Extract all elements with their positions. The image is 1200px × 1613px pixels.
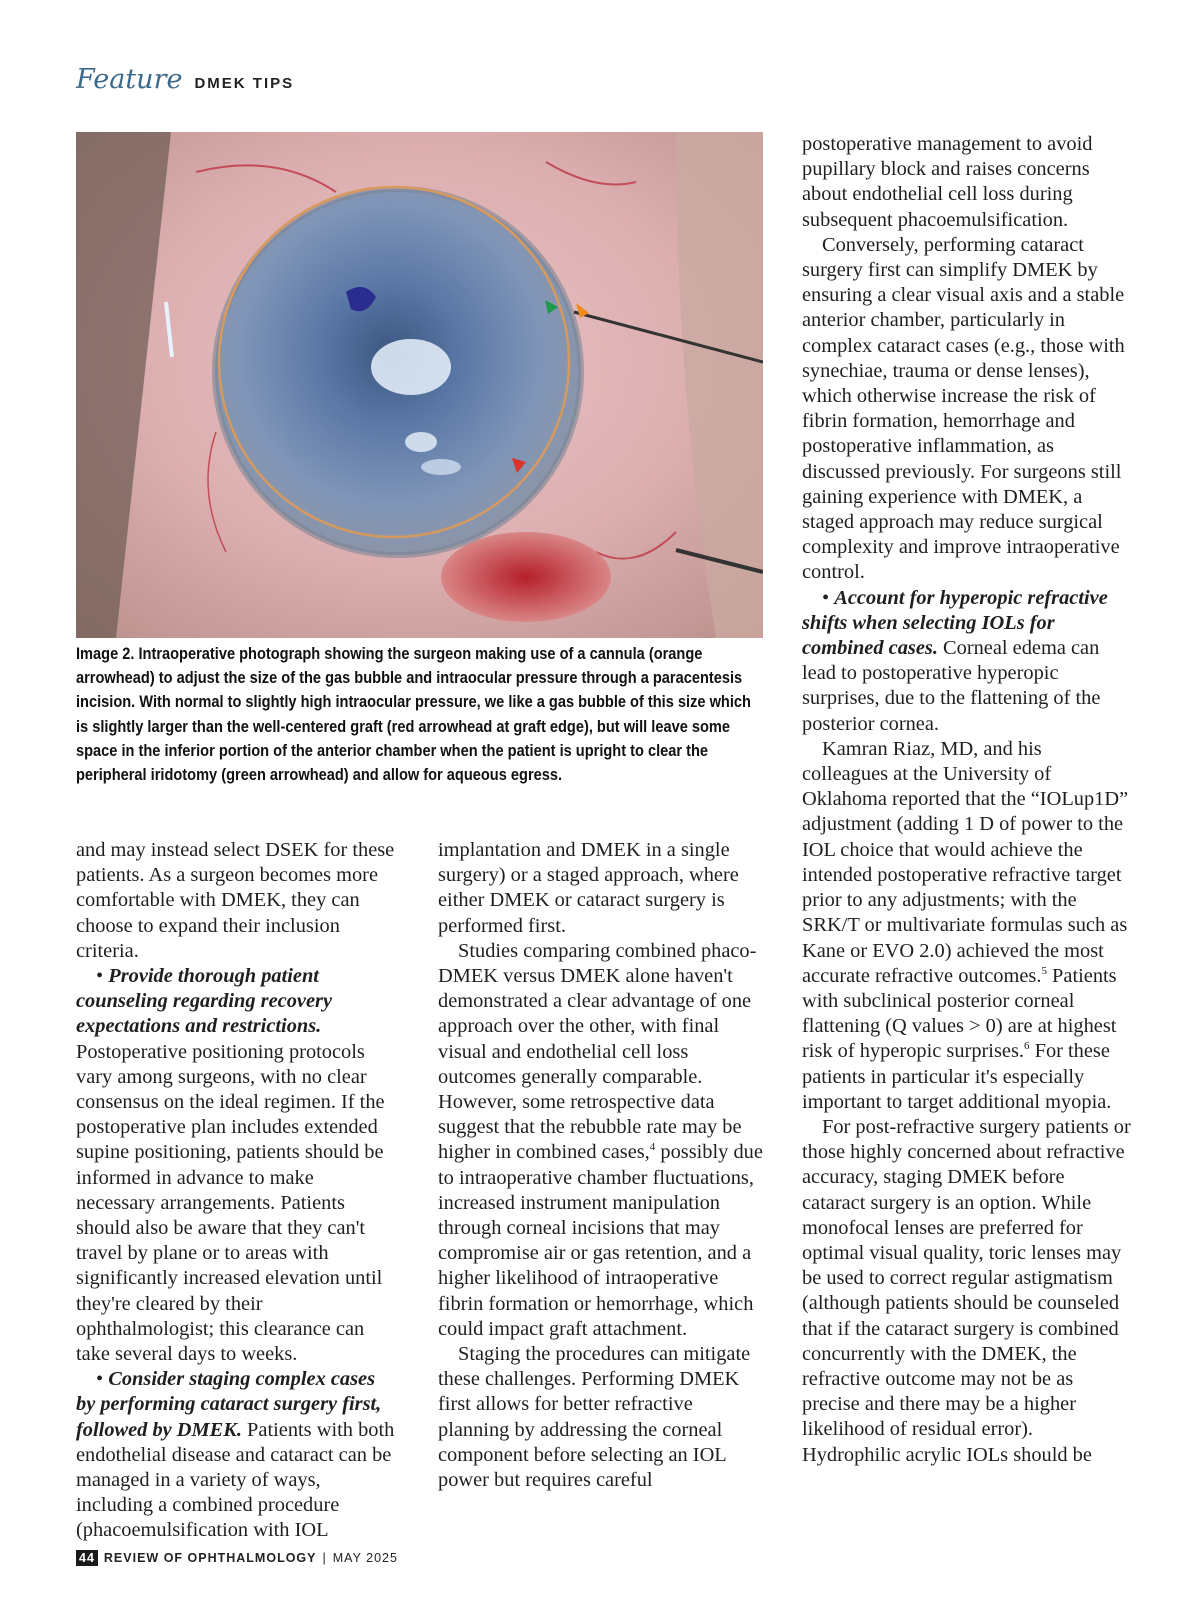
- bullet-hyperopic-shifts: [802, 586, 1132, 737]
- bullet-text: Postoperative positioning protocols vary among surgeons, with no clear consensus on the ideal regimen. If the postoperative plan includes extended supine positioning, patients should be informed in advance to make necessary arrangements. Patients should also be aware that they can't travel by plane or to areas with significantly increased elevation until they're cleared by their ophthalmologist; this clearance can take several days to weeks.: [76, 1040, 385, 1366]
- issue-date: MAY 2025: [332, 1551, 398, 1565]
- paragraph: Conversely, performing cataract surgery first can simplify DMEK by ensuring a clear visual axis and a stable anterior chamber, particularly in complex cataract cases (e.g., those with synechiae, trauma or dense lenses), which otherwise increase the risk of fibrin formation, hemorrhage and postoperative inflammation, as discussed previously. For surgeons still gaining experience with DMEK, a staged approach may reduce surgical complexity and improve intraoperative control.: [802, 233, 1125, 584]
- column-1: [76, 838, 396, 1544]
- bullet-heading: Provide thorough patient counseling regarding recovery expectations and restrictions.: [76, 965, 332, 1038]
- page-footer: [76, 1550, 398, 1566]
- bullet-staging: [76, 1367, 396, 1543]
- paragraph: postoperative management to avoid pupillary block and raises concerns about endothelial cell loss during subsequent phacoemulsification.: [802, 133, 1093, 231]
- paragraph: [438, 939, 763, 1342]
- bullet-mark: •: [96, 1368, 109, 1391]
- paragraph: Staging the procedures can mitigate these challenges. Performing DMEK first allows for better refractive planning by addressing the corneal component before selecting an IOL power but requires careful: [438, 1343, 751, 1492]
- reference-4: 4: [649, 1141, 656, 1154]
- paragraph: [802, 737, 1132, 1115]
- paragraph: implantation and DMEK in a single surgery) or a staged approach, where either DMEK or cataract surgery is performed first.: [438, 839, 739, 937]
- bullet-patient-counseling: [76, 964, 396, 1367]
- feature-kicker: Feature: [76, 64, 183, 95]
- bullet-heading: Consider staging complex cases by performing cataract surgery first, followed by DMEK.: [76, 1368, 382, 1441]
- section-title: DMEK TIPS: [194, 75, 295, 92]
- bullet-mark: •: [96, 965, 109, 988]
- caption-text: Image 2. Intraoperative photograph showing the surgeon making use of a cannula (orange arrowhead) to adjust the size of the gas bubble and intraocular pressure through a paracentesis incision. With normal to slightly high intraocular pressure, we like a gas bubble of this size which is slightly larger than the well-centered graft (red arrowhead at graft edge), but will leave some space in the inferior portion of the anterior chamber when the patient is upright to clear the peripheral iridotomy (green arrowhead) and allow for aqueous egress.: [76, 644, 751, 785]
- paragraph: For post-refractive surgery patients or those highly concerned about refractive accuracy, staging DMEK before cataract surgery is an option. While monofocal lenses are preferred for optimal visual quality, toric lenses may be used to correct regular astigmatism (although patients should be counseled that if the cataract surgery is combined concurrently with the DMEK, the refractive outcome may not be as precise and there may be a higher likelihood of residual error). Hydrophilic acrylic IOLs should be: [802, 1115, 1131, 1466]
- paragraph-text: Kamran Riaz, MD, and his colleagues at the University of Oklahoma reported that the “IOLup1D” adjustment (adding 1 D of power to the IOL choice that would achieve the intended postoperative refractive target prior to any adjustments; with the SRK/T or multivariate formulas such as Kane or EVO 2.0) achieved the most accurate refractive outcomes.: [802, 737, 1129, 987]
- paragraph-text: Patients with subclinical posterior corneal flattening (Q values > 0) are at highest risk of hyperopic surprises.: [802, 964, 1117, 1063]
- paragraph: and may instead select DSEK for these patients. As a surgeon becomes more comfortable with DMEK, they can choose to expand their inclusion criteria.: [76, 839, 395, 962]
- footer-separator: |: [322, 1551, 327, 1565]
- bullet-text: Patients with both endothelial disease and cataract can be managed in a variety of ways, including a combined procedure (phacoemulsification with IOL: [76, 1418, 395, 1542]
- page-number: 44: [76, 1550, 98, 1566]
- bullet-mark: •: [822, 586, 835, 609]
- intraoperative-photo: [76, 132, 763, 638]
- figure-caption: [76, 642, 766, 787]
- reference-6: 6: [1024, 1040, 1030, 1053]
- bullet-text: Corneal edema can lead to postoperative hyperopic surprises, due to the flattening of the posterior cornea.: [802, 637, 1101, 735]
- page-header: [76, 64, 294, 95]
- publication-name: REVIEW OF OPHTHALMOLOGY: [103, 1551, 317, 1565]
- paragraph-text: Studies comparing combined phaco-DMEK versus DMEK alone haven't demonstrated a clear advantage of one approach over the other, with final visual and endothelial cell loss outcomes generally comparable. However, some retrospective data suggest that the rebubble rate may be higher in combined cases,: [438, 939, 757, 1164]
- column-3: [802, 132, 1132, 1468]
- bullet-heading: Account for hyperopic refractive shifts when selecting IOLs for combined cases.: [802, 586, 1108, 660]
- paragraph-text: For these patients in particular it's especially important to target additional myopia.: [802, 1040, 1112, 1113]
- column-2: [438, 838, 763, 1493]
- paragraph-text: possibly due to intraoperative chamber fluctuations, increased instrument manipulation through corneal incisions that may compromise air or gas retention, and a higher likelihood of intraoperative fibrin formation or hemorrhage, which could impact graft attachment.: [438, 1141, 763, 1340]
- reference-5: 5: [1041, 964, 1047, 977]
